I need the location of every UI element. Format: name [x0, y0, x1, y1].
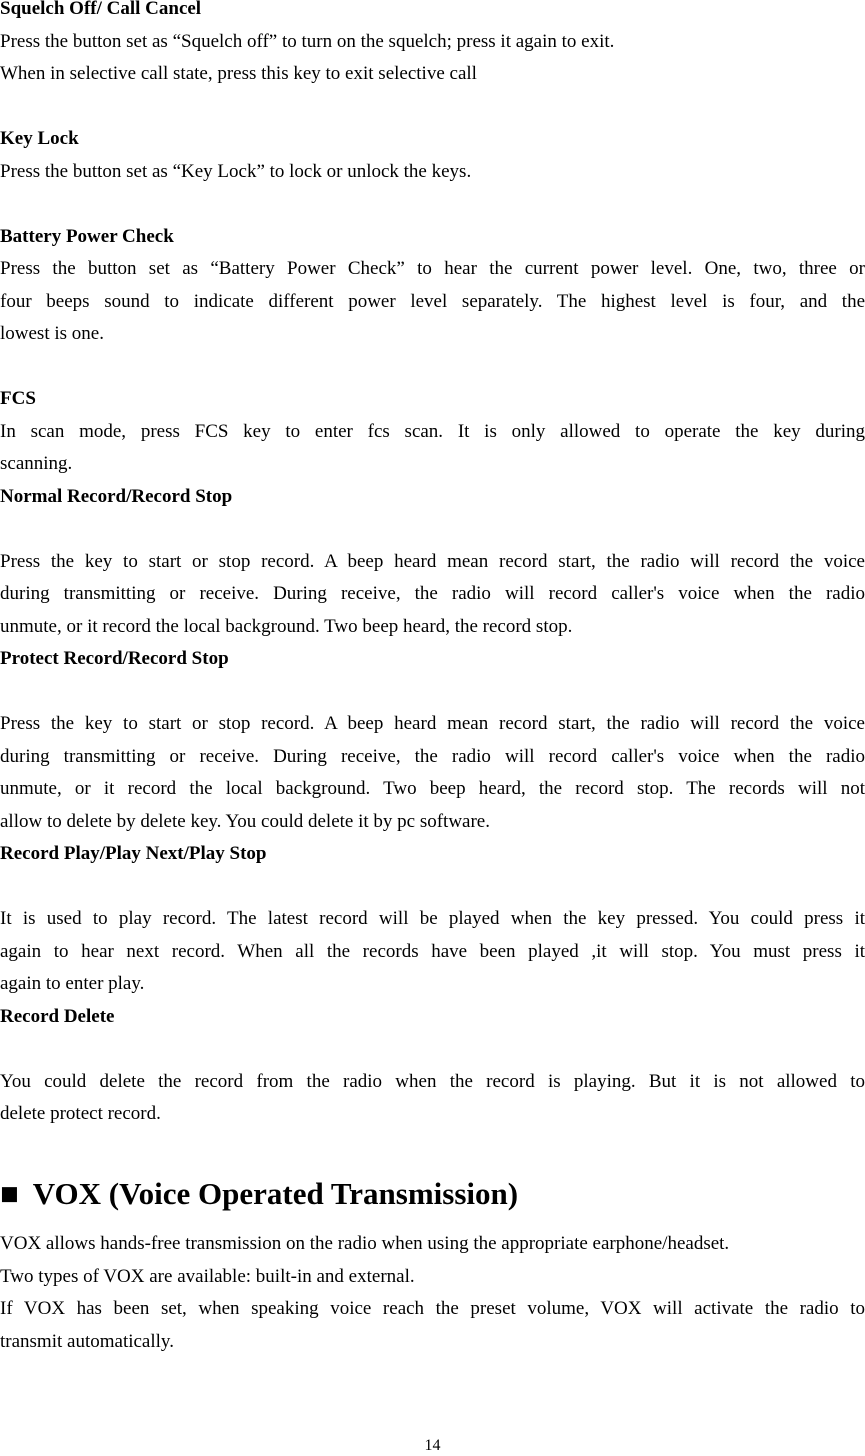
battery-text-line: Press the button set as “Battery Power Check” to hear the current power level. One, two, three or [0, 258, 865, 279]
normal-record-text-line: unmute, or it record the local background. Two beep heard, the record stop. [0, 615, 573, 637]
squelch-title: Squelch Off/ Call Cancel [0, 0, 202, 19]
vox-section-heading [0, 1172, 518, 1216]
key-lock-text-line: Press the button set as “Key Lock” to lock or unlock the keys. [0, 160, 472, 182]
key-lock-title: Key Lock [0, 128, 79, 149]
fcs-title: FCS [0, 388, 36, 409]
vox-body [0, 1228, 865, 1358]
squelch-text-line: Press the button set as “Squelch off” to turn on the squelch; press it again to exit. [0, 30, 615, 52]
vox-text-line: Two types of VOX are available: built-in and external. [0, 1265, 415, 1287]
record-play-text-line: again to enter play. [0, 973, 145, 994]
spacer [0, 91, 865, 124]
normal-record-title: Normal Record/Record Stop [0, 485, 233, 507]
spacer [0, 676, 865, 709]
fcs-text-line: In scan mode, press FCS key to enter fcs scan. It is only allowed to operate the key during [0, 420, 865, 442]
battery-text-line: four beeps sound to indicate different power level separately. The highest level is four, and the [0, 290, 865, 312]
page-number: 14 [424, 1437, 441, 1454]
record-delete-title: Record Delete [0, 1005, 115, 1027]
protect-record-title: Protect Record/Record Stop [0, 648, 229, 669]
square-bullet-icon: ■ [0, 1176, 19, 1211]
spacer [0, 351, 865, 384]
fcs-text-line: scanning. [0, 453, 73, 474]
protect-record-text-line: unmute, or it record the local background. Two beep heard, the record stop. The records will not [0, 778, 865, 799]
normal-record-text-line: during transmitting or receive. During receive, the radio will record caller's voice when the radio [0, 583, 865, 604]
spacer [0, 1033, 865, 1066]
record-play-title: Record Play/Play Next/Play Stop [0, 843, 267, 864]
protect-record-text-line: allow to delete by delete key. You could delete it by pc software. [0, 810, 490, 832]
battery-check-title: Battery Power Check [0, 225, 174, 247]
vox-text-line: VOX allows hands-free transmission on the radio when using the appropriate earphone/headset. [0, 1233, 730, 1254]
normal-record-text-line: Press the key to start or stop record. A beep heard mean record start, the radio will record the voice [0, 550, 865, 572]
record-delete-text-line: delete protect record. [0, 1103, 161, 1124]
protect-record-text-line: during transmitting or receive. During receive, the radio will record caller's voice when the radio [0, 745, 865, 767]
spacer [0, 188, 865, 221]
squelch-text-line: When in selective call state, press this key to exit selective call [0, 63, 477, 84]
protect-record-text-line: Press the key to start or stop record. A beep heard mean record start, the radio will record the voice [0, 713, 865, 734]
spacer [0, 513, 865, 546]
record-play-text-line: again to hear next record. When all the records have been played ,it will stop. You must press it [0, 940, 865, 962]
vox-text-line: If VOX has been set, when speaking voice reach the preset volume, VOX will activate the radio to [0, 1298, 865, 1319]
battery-text-line: lowest is one. [0, 323, 104, 344]
record-play-text-line: It is used to play record. The latest record will be played when the key pressed. You could press it [0, 908, 865, 929]
record-delete-text-line: You could delete the record from the radio when the record is playing. But it is not allowed to [0, 1070, 865, 1092]
vox-text-line: transmit automatically. [0, 1330, 174, 1352]
vox-heading-text: VOX (Voice Operated Transmission) [32, 1176, 519, 1211]
spacer [0, 871, 865, 904]
